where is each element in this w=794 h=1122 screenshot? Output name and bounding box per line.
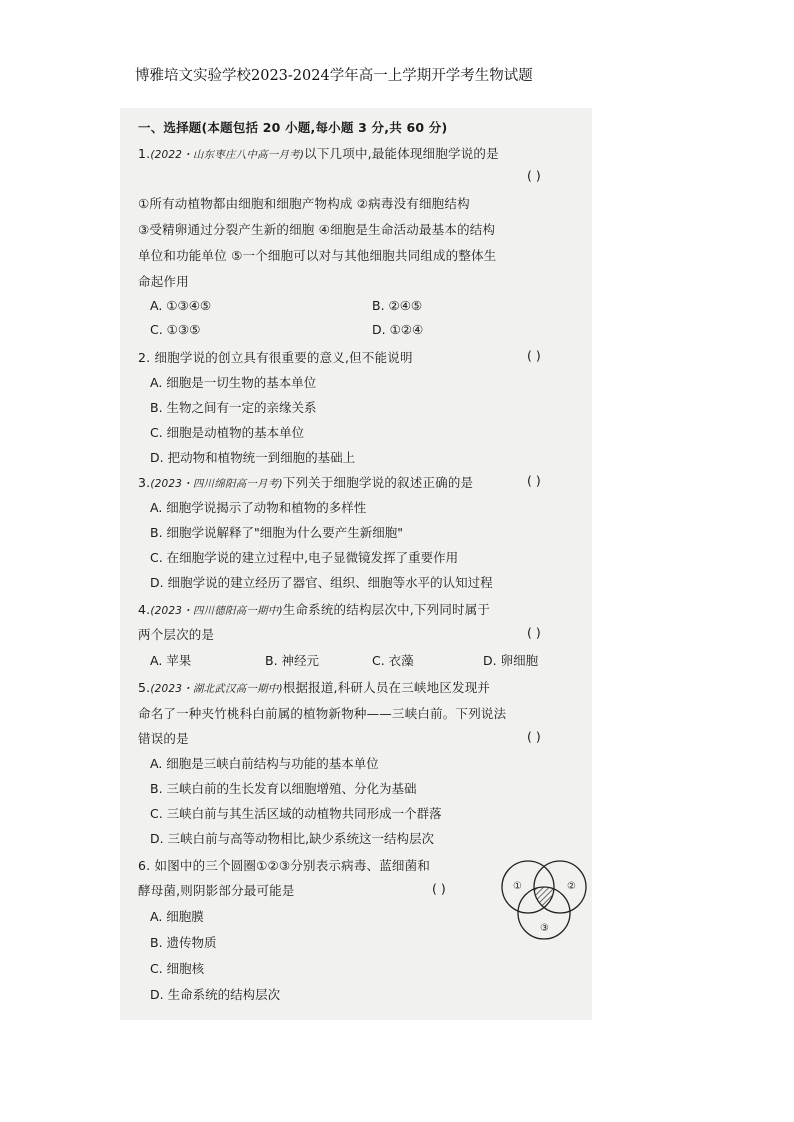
- question-text: 下列关于细胞学说的叙述正确的是: [282, 475, 474, 490]
- question-5-stem-cont: 命名了一种夹竹桃科白前属的植物新物种——三峡白前。下列说法: [138, 706, 507, 721]
- venn-diagram: [496, 855, 596, 945]
- question-1-stem: [138, 144, 499, 162]
- question-source: (2023・四川德阳高一期中): [150, 605, 283, 617]
- question-1-statement-line: 命起作用: [138, 274, 189, 289]
- option-a: A. 细胞学说揭示了动物和植物的多样性: [150, 500, 367, 515]
- option-c: C. ①③⑤: [150, 322, 201, 337]
- option-c: C. 在细胞学说的建立过程中,电子显微镜发挥了重要作用: [150, 550, 459, 565]
- option-b: B. ②④⑤: [372, 298, 423, 313]
- document-title: 博雅培文实验学校2023-2024学年高一上学期开学考生物试题: [135, 68, 533, 84]
- option-d: D. 三峡白前与高等动物相比,缺少系统这一结构层次: [150, 831, 435, 846]
- option-a: A. 细胞是一切生物的基本单位: [150, 375, 317, 390]
- question-1-statement-line: ①所有动植物都由细胞和细胞产物构成 ②病毒没有细胞结构: [138, 196, 470, 211]
- question-5-stem-cont: 错误的是: [138, 731, 189, 746]
- option-d: D. 生命系统的结构层次: [150, 987, 281, 1002]
- question-4-stem-cont: 两个层次的是: [138, 627, 215, 642]
- option-a: A. 细胞是三峡白前结构与功能的基本单位: [150, 756, 379, 771]
- option-b: B. 生物之间有一定的亲缘关系: [150, 400, 317, 415]
- option-a: A. 细胞膜: [150, 909, 204, 924]
- question-6-stem: 6. 如图中的三个圆圈①②③分别表示病毒、蓝细菌和: [138, 858, 431, 873]
- venn-label-2: ②: [567, 881, 576, 892]
- question-4-stem: [138, 600, 490, 618]
- answer-paren[interactable]: ( ): [527, 729, 541, 744]
- question-number: 1.: [138, 146, 151, 161]
- question-text: 以下几项中,最能体现细胞学说的是: [304, 146, 499, 161]
- question-source: (2023・四川绵阳高一月考): [150, 478, 283, 490]
- option-a: A. ①③④⑤: [150, 298, 212, 313]
- option-d: D. 卵细胞: [483, 653, 539, 668]
- venn-label-3: ③: [540, 923, 549, 934]
- question-number: 4.: [138, 602, 151, 617]
- option-d: D. 细胞学说的建立经历了器官、组织、细胞等水平的认知过程: [150, 575, 493, 590]
- question-3-stem: [138, 473, 473, 491]
- option-b: B. 细胞学说解释了"细胞为什么要产生新细胞": [150, 525, 404, 540]
- option-d: D. 把动物和植物统一到细胞的基础上: [150, 450, 356, 465]
- option-d: D. ①②④: [372, 322, 424, 337]
- option-b: B. 遗传物质: [150, 935, 217, 950]
- question-number: 5.: [138, 680, 151, 695]
- question-1-statement-line: ③受精卵通过分裂产生新的细胞 ④细胞是生命活动最基本的结构: [138, 222, 496, 237]
- section-heading: 一、选择题(本题包括 20 小题,每小题 3 分,共 60 分): [138, 120, 448, 135]
- option-c: C. 细胞是动植物的基本单位: [150, 425, 305, 440]
- question-text: 根据报道,科研人员在三峡地区发现并: [282, 680, 491, 695]
- option-b: B. 三峡白前的生长发育以细胞增殖、分化为基础: [150, 781, 417, 796]
- question-5-stem: [138, 678, 490, 696]
- option-b: B. 神经元: [265, 653, 320, 668]
- question-1-statement-line: 单位和功能单位 ⑤一个细胞可以对与其他细胞共同组成的整体生: [138, 248, 497, 263]
- question-number: 3.: [138, 475, 151, 490]
- question-6-stem-cont: 酵母菌,则阴影部分最可能是: [138, 883, 295, 898]
- option-c: C. 衣藻: [372, 653, 414, 668]
- question-text: 生命系统的结构层次中,下列同时属于: [282, 602, 491, 617]
- question-source: (2022・山东枣庄八中高一月考): [150, 149, 305, 161]
- venn-label-1: ①: [513, 881, 522, 892]
- answer-paren[interactable]: ( ): [527, 625, 541, 640]
- answer-paren[interactable]: ( ): [527, 168, 541, 183]
- question-source: (2023・湖北武汉高一期中): [150, 683, 283, 695]
- answer-paren[interactable]: ( ): [527, 348, 541, 363]
- option-c: C. 细胞核: [150, 961, 205, 976]
- option-a: A. 苹果: [150, 653, 192, 668]
- question-2-stem: 2. 细胞学说的创立具有很重要的意义,但不能说明: [138, 350, 413, 365]
- option-c: C. 三峡白前与其生活区域的动植物共同形成一个群落: [150, 806, 442, 821]
- answer-paren[interactable]: ( ): [432, 881, 446, 896]
- answer-paren[interactable]: ( ): [527, 473, 541, 488]
